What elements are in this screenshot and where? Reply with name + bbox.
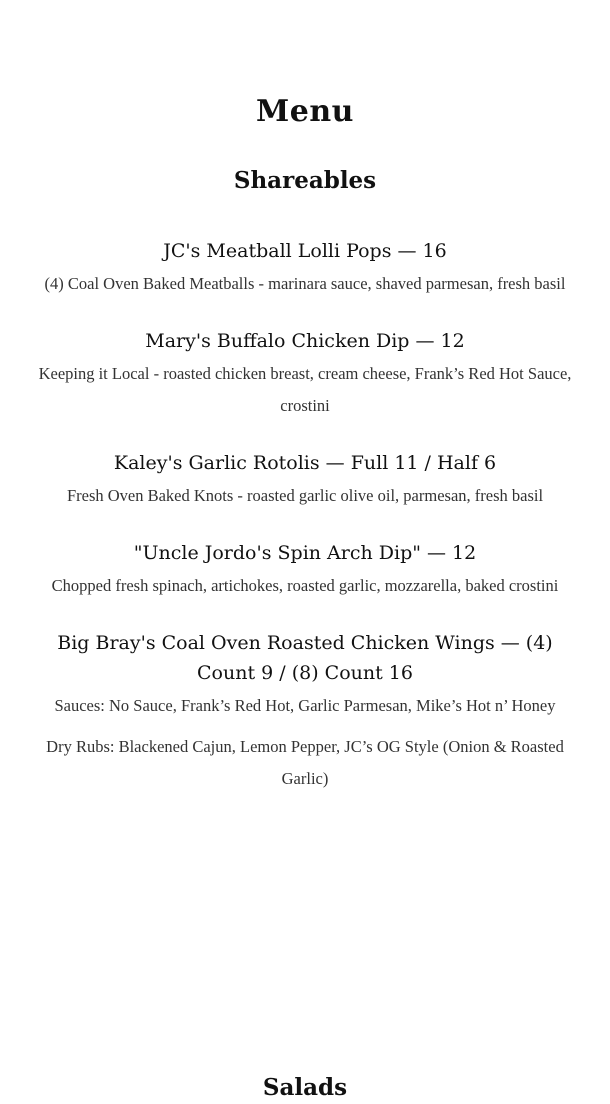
menu-item-name: Mary's Buffalo Chicken Dip — 12 [145, 330, 465, 352]
menu-item-garlic-rotolis [30, 448, 580, 512]
menu-item-spin-arch-dip [30, 538, 580, 602]
menu-item-meatball-lolli-pops [30, 236, 580, 300]
menu-item-description: (4) Coal Oven Baked Meatballs - marinara sauce, shaved parmesan, fresh basil [44, 274, 566, 293]
menu-item-description-sauces: Sauces: No Sauce, Frank’s Red Hot, Garlic Parmesan, Mike’s Hot n’ Honey [54, 696, 556, 715]
shareables-menu-list [30, 236, 580, 795]
menu-item-name: "Uncle Jordo's Spin Arch Dip" — 12 [133, 542, 477, 564]
menu-item-buffalo-chicken-dip [30, 326, 580, 422]
menu-item-description: Chopped fresh spinach, artichokes, roasted garlic, mozzarella, baked crostini [51, 576, 559, 595]
menu-item-description: Keeping it Local - roasted chicken breast, cream cheese, Frank’s Red Hot Sauce, crostini [38, 364, 572, 415]
menu-item-name: Kaley's Garlic Rotolis — Full 11 / Half 6 [113, 452, 497, 474]
menu-item-description-dry-rubs: Dry Rubs: Blackened Cajun, Lemon Pepper, JC’s OG Style (Onion & Roasted Garlic) [46, 737, 564, 788]
page-title: Menu [256, 94, 354, 130]
menu-item-name: Big Bray's Coal Oven Roasted Chicken Wings — (4) Count 9 / (8) Count 16 [57, 632, 553, 684]
menu-item-description: Fresh Oven Baked Knots - roasted garlic olive oil, parmesan, fresh basil [66, 486, 544, 505]
menu-item-name: JC's Meatball Lolli Pops — 16 [163, 240, 447, 262]
menu-item-chicken-wings [30, 628, 580, 795]
section-title-salads: Salads [262, 1074, 348, 1102]
section-title-shareables: Shareables [233, 167, 377, 195]
